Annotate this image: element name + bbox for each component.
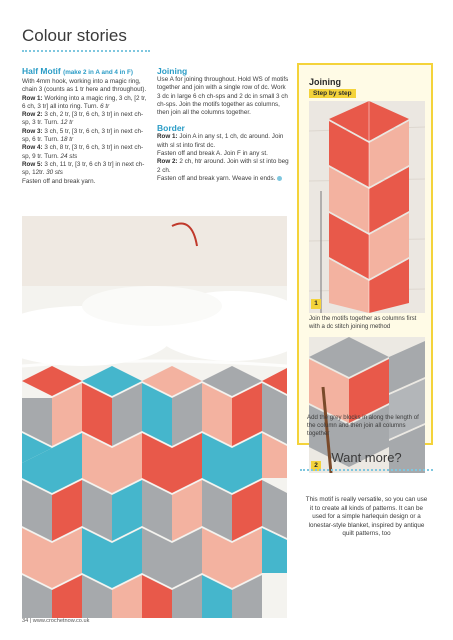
border-heading: Border bbox=[157, 123, 185, 134]
want-more-title: Want more? bbox=[300, 450, 433, 471]
step1-number: 1 bbox=[311, 299, 321, 309]
half-motif-title: Half Motif bbox=[22, 66, 61, 76]
step1-photo-illustration bbox=[309, 101, 425, 313]
pattern-row: Row 1: Working into a magic ring, 3 ch, [2 tr, 6 ch, 3 tr] all into ring. Turn. 6 tr bbox=[22, 94, 147, 110]
step2-number: 2 bbox=[311, 461, 321, 471]
pattern-row: Row 1: Join A in any st, 1 ch, dc around. Join with sl st into first dc. bbox=[157, 133, 284, 149]
step1-caption: Join the motifs together as columns first with a dc stitch joining method bbox=[309, 315, 417, 330]
step1-photo bbox=[309, 101, 425, 313]
blanket-photo-illustration bbox=[22, 216, 287, 618]
pattern-line: Fasten off and break yarn. Weave in ends. bbox=[157, 175, 290, 183]
step-by-step-badge: Step by step bbox=[309, 89, 356, 98]
half-motif-outro: Fasten off and break yarn. bbox=[22, 177, 96, 185]
joining-border-section bbox=[157, 66, 290, 183]
pattern-row: Row 2: 2 ch, htr around. Join with sl st into beg 2 ch. bbox=[157, 158, 289, 174]
half-motif-heading bbox=[22, 66, 150, 78]
joining-heading: Joining bbox=[157, 66, 188, 76]
end-dot-icon bbox=[277, 176, 282, 181]
half-motif-subtitle: (make 2 in A and 4 in F) bbox=[63, 69, 133, 76]
joining-text: Use A for joining throughout. Hold WS of motifs together and join with a single row of dc. Work 3 dc in large 6 ch ch-sps and 2 dc in small 3 ch ch-sps. Join the motifs together as columns, then join all the columns together. bbox=[157, 76, 289, 117]
pattern-row: Row 3: 3 ch, 5 tr, [3 tr, 6 ch, 3 tr] in next ch-sp, 6 tr. Turn. 18 tr bbox=[22, 127, 144, 144]
page-footer: 34 | www.crochetnow.co.uk bbox=[22, 618, 90, 624]
pattern-row: Row 2: 3 ch, 2 tr, [3 tr, 6 ch, 3 tr] in next ch-sp, 3 tr. Turn. 12 tr bbox=[22, 111, 144, 127]
half-motif-rows bbox=[22, 95, 150, 178]
want-more-box bbox=[300, 450, 433, 590]
blanket-photo bbox=[22, 216, 287, 618]
want-more-body: This motif is really versatile, so you can use it to create all kinds of patterns. It can be used for a simple harlequin design or a lonestar-style blanket, inspired by antique quilt patterns, too bbox=[305, 496, 428, 538]
half-motif-section bbox=[22, 66, 150, 186]
pattern-row: Row 4: 3 ch, 8 tr, [3 tr, 6 ch, 3 tr] in next ch-sp, 9 tr. Turn. 24 sts bbox=[22, 144, 144, 160]
side-panel-title: Joining bbox=[309, 77, 341, 87]
pattern-row: Row 5: 3 ch, 11 tr, [3 tr, 6 ch 3 tr] in next ch-sp, 12tr. 30 sts bbox=[22, 160, 145, 177]
pattern-line: Fasten off and break A. Join F in any st. bbox=[157, 150, 268, 158]
half-motif-intro: With 4mm hook, working into a magic ring, chain 3 (counts as 1 tr here and throughout). bbox=[22, 78, 147, 94]
page-title: Colour stories bbox=[22, 26, 150, 52]
step2-caption-text: Add the grey blocks in along the length of the column and then join all columns together bbox=[307, 414, 419, 437]
